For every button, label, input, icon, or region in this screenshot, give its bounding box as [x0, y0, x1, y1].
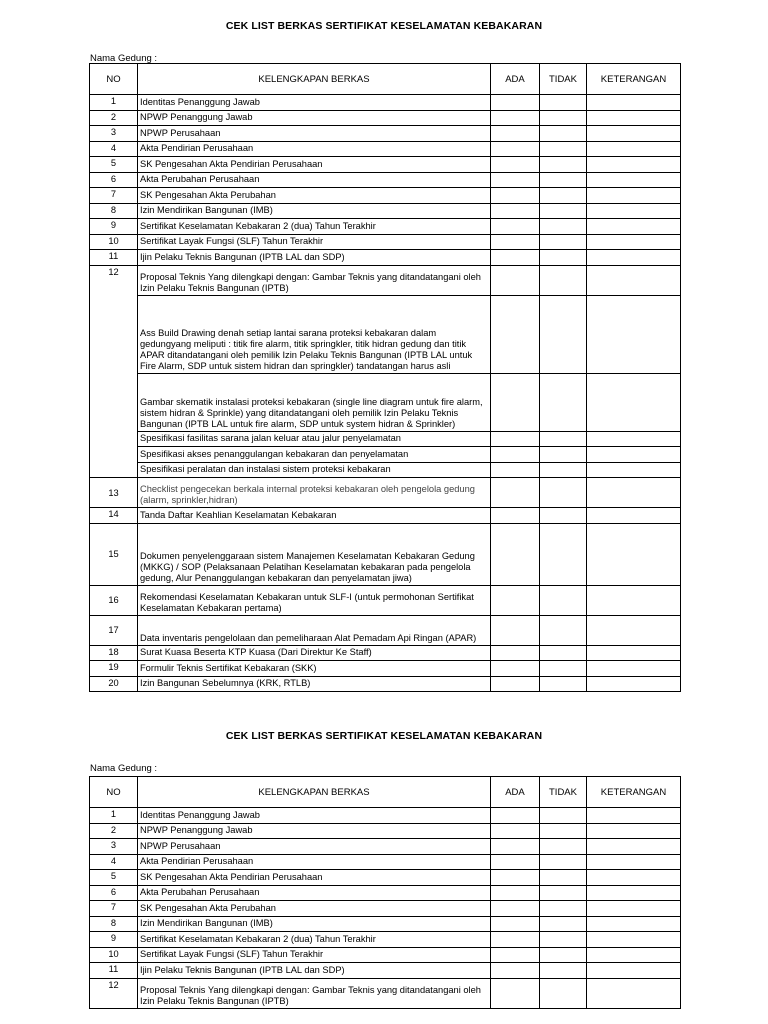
- tidak-cell[interactable]: [540, 188, 587, 204]
- header-no: NO: [90, 777, 138, 808]
- row-subitem: Ass Build Drawing denah setiap lantai sarana proteksi kebakaran dalam gedungyang meliputi : titik fire alarm, titik springkler, titik hidran gedung dan titik APAR ditandatangani oleh pemilik Izin Pelaku Teknis Bangunan (IPTB LAL untuk Fire Alarm, SDP untuk sistem hidran dan springkler) tandatangan harus asli: [138, 295, 491, 373]
- form-title: CEK LIST BERKAS SERTIFIKAT KESELAMATAN KEBAKARAN: [225, 20, 543, 32]
- tidak-cell[interactable]: [540, 126, 587, 142]
- row-item: Izin Bangunan Sebelumnya (KRK, RTLB): [138, 676, 491, 692]
- table-header-row: [90, 777, 681, 808]
- row-item: SK Pengesahan Akta Perubahan: [138, 188, 491, 204]
- tidak-cell[interactable]: [540, 523, 587, 585]
- keterangan-cell[interactable]: [587, 157, 681, 173]
- table-row: [90, 978, 681, 1008]
- row-item: Sertifikat Keselamatan Kebakaran 2 (dua) Tahun Terakhir: [138, 219, 491, 235]
- row-item: NPWP Penanggung Jawab: [138, 823, 491, 839]
- row-number: 7: [90, 188, 138, 204]
- row-number: 20: [90, 676, 138, 692]
- table-row: [90, 373, 681, 431]
- keterangan-cell[interactable]: [587, 839, 681, 855]
- keterangan-cell[interactable]: [587, 126, 681, 142]
- row-number: 5: [90, 870, 138, 886]
- row-number: 2: [90, 823, 138, 839]
- row-number: 10: [90, 947, 138, 963]
- header-no: NO: [90, 64, 138, 95]
- header-keterangan: KETERANGAN: [587, 777, 681, 808]
- ada-cell[interactable]: [491, 885, 540, 901]
- row-subitem: Spesifikasi fasilitas sarana jalan keluar atau jalur penyelamatan: [138, 431, 491, 447]
- tidak-cell[interactable]: [540, 95, 587, 111]
- header-ada: ADA: [491, 777, 540, 808]
- tidak-cell[interactable]: [540, 141, 587, 157]
- ada-cell[interactable]: [491, 585, 540, 615]
- row-number: 11: [90, 250, 138, 266]
- row-number: 2: [90, 110, 138, 126]
- row-item: Identitas Penanggung Jawab: [138, 808, 491, 824]
- tidak-cell[interactable]: [540, 947, 587, 963]
- row-number: 16: [90, 585, 138, 615]
- tidak-cell[interactable]: [540, 916, 587, 932]
- table-row: [90, 932, 681, 948]
- row-number: 12: [90, 978, 138, 1008]
- row-subitem: Spesifikasi akses penanggulangan kebakaran dan penyelamatan: [138, 447, 491, 463]
- table-row: [90, 508, 681, 524]
- tidak-cell[interactable]: [540, 157, 587, 173]
- row-number: 6: [90, 885, 138, 901]
- keterangan-cell[interactable]: [587, 916, 681, 932]
- header-ada: ADA: [491, 64, 540, 95]
- tidak-cell[interactable]: [540, 447, 587, 463]
- keterangan-cell[interactable]: [587, 203, 681, 219]
- ada-cell[interactable]: [491, 932, 540, 948]
- ada-cell[interactable]: [491, 615, 540, 645]
- table-row: [90, 916, 681, 932]
- tidak-cell[interactable]: [540, 870, 587, 886]
- keterangan-cell[interactable]: [587, 978, 681, 1008]
- table-row: [90, 808, 681, 824]
- row-number: 6: [90, 172, 138, 188]
- tidak-cell[interactable]: [540, 932, 587, 948]
- keterangan-cell[interactable]: [587, 645, 681, 661]
- ada-cell[interactable]: [491, 250, 540, 266]
- row-item: Akta Perubahan Perusahaan: [138, 172, 491, 188]
- row-number: 1: [90, 808, 138, 824]
- tidak-cell[interactable]: [540, 431, 587, 447]
- ada-cell[interactable]: [491, 645, 540, 661]
- row-subitem: Gambar skematik instalasi proteksi kebakaran (single line diagram untuk fire alarm, sistem hidran & Sprinkle) yang ditandatangani oleh pemilik Izin Pelaku Teknis Bangunan (IPTB LAL untuk fire alarm, SDP untuk system hidran & Sprinkler): [138, 373, 491, 431]
- table-row: [90, 188, 681, 204]
- ada-cell[interactable]: [491, 854, 540, 870]
- row-number: 8: [90, 916, 138, 932]
- keterangan-cell[interactable]: [587, 870, 681, 886]
- table-row: [90, 172, 681, 188]
- tidak-cell[interactable]: [540, 508, 587, 524]
- table-row: [90, 110, 681, 126]
- row-number: 3: [90, 126, 138, 142]
- table-row: [90, 823, 681, 839]
- table-row: [90, 963, 681, 979]
- row-item: Izin Mendirikan Bangunan (IMB): [138, 203, 491, 219]
- table-row: [90, 523, 681, 585]
- ada-cell[interactable]: [491, 823, 540, 839]
- row-item: Formulir Teknis Sertifikat Kebakaran (SKK): [138, 661, 491, 677]
- tidak-cell[interactable]: [540, 295, 587, 373]
- keterangan-cell[interactable]: [587, 478, 681, 508]
- row-number: 5: [90, 157, 138, 173]
- keterangan-cell[interactable]: [587, 885, 681, 901]
- row-number: 3: [90, 839, 138, 855]
- row-item: SK Pengesahan Akta Perubahan: [138, 901, 491, 917]
- keterangan-cell[interactable]: [587, 265, 681, 295]
- header-tidak: TIDAK: [540, 64, 587, 95]
- ada-cell[interactable]: [491, 172, 540, 188]
- row-number: 8: [90, 203, 138, 219]
- tidak-cell[interactable]: [540, 645, 587, 661]
- table-row: [90, 203, 681, 219]
- keterangan-cell[interactable]: [587, 110, 681, 126]
- keterangan-cell[interactable]: [587, 676, 681, 692]
- keterangan-cell[interactable]: [587, 523, 681, 585]
- tidak-cell[interactable]: [540, 250, 587, 266]
- table-row: [90, 95, 681, 111]
- tidak-cell[interactable]: [540, 808, 587, 824]
- table-row: [90, 676, 681, 692]
- ada-cell[interactable]: [491, 901, 540, 917]
- tidak-cell[interactable]: [540, 462, 587, 478]
- tidak-cell[interactable]: [540, 901, 587, 917]
- header-keterangan: KETERANGAN: [587, 64, 681, 95]
- ada-cell[interactable]: [491, 808, 540, 824]
- row-number: 19: [90, 661, 138, 677]
- ada-cell[interactable]: [491, 462, 540, 478]
- keterangan-cell[interactable]: [587, 963, 681, 979]
- row-number: 12: [90, 265, 138, 478]
- row-item: Sertifikat Layak Fungsi (SLF) Tahun Terakhir: [138, 234, 491, 250]
- table-row: [90, 447, 681, 463]
- row-item: Akta Perubahan Perusahaan: [138, 885, 491, 901]
- keterangan-cell[interactable]: [587, 295, 681, 373]
- keterangan-cell[interactable]: [587, 823, 681, 839]
- keterangan-cell[interactable]: [587, 250, 681, 266]
- keterangan-cell[interactable]: [587, 462, 681, 478]
- tidak-cell[interactable]: [540, 676, 587, 692]
- row-number: 13: [90, 478, 138, 508]
- form-title: CEK LIST BERKAS SERTIFIKAT KESELAMATAN KEBAKARAN: [225, 730, 543, 742]
- tidak-cell[interactable]: [540, 203, 587, 219]
- table-row: [90, 431, 681, 447]
- keterangan-cell[interactable]: [587, 373, 681, 431]
- tidak-cell[interactable]: [540, 234, 587, 250]
- keterangan-cell[interactable]: [587, 508, 681, 524]
- ada-cell[interactable]: [491, 478, 540, 508]
- table-row: [90, 126, 681, 142]
- ada-cell[interactable]: [491, 661, 540, 677]
- row-item: Ijin Pelaku Teknis Bangunan (IPTB LAL dan SDP): [138, 250, 491, 266]
- table-header-row: [90, 64, 681, 95]
- ada-cell[interactable]: [491, 447, 540, 463]
- row-number: 1: [90, 95, 138, 111]
- tidak-cell[interactable]: [540, 265, 587, 295]
- tidak-cell[interactable]: [540, 839, 587, 855]
- table-row: [90, 462, 681, 478]
- row-number: 9: [90, 932, 138, 948]
- header-kelengkapan: KELENGKAPAN BERKAS: [138, 64, 491, 95]
- table-row: [90, 661, 681, 677]
- ada-cell[interactable]: [491, 373, 540, 431]
- table-row: [90, 478, 681, 508]
- table-row: [90, 265, 681, 295]
- table-row: [90, 157, 681, 173]
- keterangan-cell[interactable]: [587, 901, 681, 917]
- table-row: [90, 219, 681, 235]
- keterangan-cell[interactable]: [587, 141, 681, 157]
- tidak-cell[interactable]: [540, 585, 587, 615]
- checklist-table: [89, 776, 681, 1009]
- row-item: Sertifikat Keselamatan Kebakaran 2 (dua) Tahun Terakhir: [138, 932, 491, 948]
- header-kelengkapan: KELENGKAPAN BERKAS: [138, 777, 491, 808]
- row-number: 10: [90, 234, 138, 250]
- tidak-cell[interactable]: [540, 172, 587, 188]
- tidak-cell[interactable]: [540, 963, 587, 979]
- row-number: 7: [90, 901, 138, 917]
- keterangan-cell[interactable]: [587, 585, 681, 615]
- checklist-table: [89, 63, 681, 692]
- row-item: Sertifikat Layak Fungsi (SLF) Tahun Terakhir: [138, 947, 491, 963]
- row-item: Data inventaris pengelolaan dan pemeliharaan Alat Pemadam Api Ringan (APAR): [138, 615, 491, 645]
- ada-cell[interactable]: [491, 157, 540, 173]
- table-row: [90, 585, 681, 615]
- ada-cell[interactable]: [491, 523, 540, 585]
- row-item: Izin Mendirikan Bangunan (IMB): [138, 916, 491, 932]
- row-item: Dokumen penyelenggaraan sistem Manajemen Keselamatan Kebakaran Gedung (MKKG) / SOP (Pelaksanaan Pelatihan Keselamatan kebakaran pada pengelola gedung, Alur Penanggulangan kebakaran dan penyelamatan jiwa): [138, 523, 491, 585]
- ada-cell[interactable]: [491, 870, 540, 886]
- row-subitem: Proposal Teknis Yang dilengkapi dengan: Gambar Teknis yang ditandatangani oleh Izin Pelaku Teknis Bangunan (IPTB): [138, 978, 491, 1008]
- row-number: 18: [90, 645, 138, 661]
- row-number: 14: [90, 508, 138, 524]
- ada-cell[interactable]: [491, 265, 540, 295]
- ada-cell[interactable]: [491, 110, 540, 126]
- tidak-cell[interactable]: [540, 373, 587, 431]
- keterangan-cell[interactable]: [587, 932, 681, 948]
- row-subitem: Spesifikasi peralatan dan instalasi sistem proteksi kebakaran: [138, 462, 491, 478]
- table-row: [90, 870, 681, 886]
- table-row: [90, 947, 681, 963]
- keterangan-cell[interactable]: [587, 431, 681, 447]
- row-item: SK Pengesahan Akta Pendirian Perusahaan: [138, 157, 491, 173]
- tidak-cell[interactable]: [540, 478, 587, 508]
- table-row: [90, 901, 681, 917]
- table-row: [90, 295, 681, 373]
- keterangan-cell[interactable]: [587, 947, 681, 963]
- keterangan-cell[interactable]: [587, 661, 681, 677]
- keterangan-cell[interactable]: [587, 808, 681, 824]
- ada-cell[interactable]: [491, 203, 540, 219]
- row-item: NPWP Perusahaan: [138, 839, 491, 855]
- row-item: Akta Pendirian Perusahaan: [138, 141, 491, 157]
- keterangan-cell[interactable]: [587, 95, 681, 111]
- tidak-cell[interactable]: [540, 978, 587, 1008]
- tidak-cell[interactable]: [540, 219, 587, 235]
- tidak-cell[interactable]: [540, 854, 587, 870]
- ada-cell[interactable]: [491, 234, 540, 250]
- keterangan-cell[interactable]: [587, 188, 681, 204]
- ada-cell[interactable]: [491, 141, 540, 157]
- ada-cell[interactable]: [491, 676, 540, 692]
- keterangan-cell[interactable]: [587, 854, 681, 870]
- table-row: [90, 645, 681, 661]
- table-row: [90, 839, 681, 855]
- ada-cell[interactable]: [491, 95, 540, 111]
- row-number: 11: [90, 963, 138, 979]
- row-item: Ijin Pelaku Teknis Bangunan (IPTB LAL dan SDP): [138, 963, 491, 979]
- row-item: NPWP Penanggung Jawab: [138, 110, 491, 126]
- tidak-cell[interactable]: [540, 110, 587, 126]
- row-item: Identitas Penanggung Jawab: [138, 95, 491, 111]
- row-number: 15: [90, 523, 138, 585]
- tidak-cell[interactable]: [540, 661, 587, 677]
- keterangan-cell[interactable]: [587, 447, 681, 463]
- ada-cell[interactable]: [491, 978, 540, 1008]
- ada-cell[interactable]: [491, 839, 540, 855]
- ada-cell[interactable]: [491, 431, 540, 447]
- row-item: Rekomendasi Keselamatan Kebakaran untuk SLF-I (untuk permohonan Sertifikat Keselamatan Kebakaran pertama): [138, 585, 491, 615]
- row-item: Tanda Daftar Keahlian Keselamatan Kebakaran: [138, 508, 491, 524]
- table-row: [90, 250, 681, 266]
- row-item: NPWP Perusahaan: [138, 126, 491, 142]
- row-number: 4: [90, 854, 138, 870]
- header-tidak: TIDAK: [540, 777, 587, 808]
- row-subitem: Proposal Teknis Yang dilengkapi dengan: Gambar Teknis yang ditandatangani oleh Izin Pelaku Teknis Bangunan (IPTB): [138, 265, 491, 295]
- ada-cell[interactable]: [491, 963, 540, 979]
- tidak-cell[interactable]: [540, 885, 587, 901]
- ada-cell[interactable]: [491, 947, 540, 963]
- row-number: 17: [90, 615, 138, 645]
- table-row: [90, 885, 681, 901]
- row-number: 9: [90, 219, 138, 235]
- row-item: SK Pengesahan Akta Pendirian Perusahaan: [138, 870, 491, 886]
- nama-gedung-label: Nama Gedung :: [90, 763, 158, 774]
- table-row: [90, 141, 681, 157]
- table-row: [90, 615, 681, 645]
- keterangan-cell[interactable]: [587, 219, 681, 235]
- table-row: [90, 854, 681, 870]
- ada-cell[interactable]: [491, 508, 540, 524]
- tidak-cell[interactable]: [540, 615, 587, 645]
- ada-cell[interactable]: [491, 295, 540, 373]
- table-row: [90, 234, 681, 250]
- row-item: Surat Kuasa Beserta KTP Kuasa (Dari Direktur Ke Staff): [138, 645, 491, 661]
- ada-cell[interactable]: [491, 916, 540, 932]
- ada-cell[interactable]: [491, 126, 540, 142]
- row-item: Checklist pengecekan berkala internal proteksi kebakaran oleh pengelola gedung (alarm, sprinkler,hidran): [138, 478, 491, 508]
- row-number: 4: [90, 141, 138, 157]
- ada-cell[interactable]: [491, 219, 540, 235]
- keterangan-cell[interactable]: [587, 172, 681, 188]
- keterangan-cell[interactable]: [587, 234, 681, 250]
- tidak-cell[interactable]: [540, 823, 587, 839]
- row-item: Akta Pendirian Perusahaan: [138, 854, 491, 870]
- keterangan-cell[interactable]: [587, 615, 681, 645]
- nama-gedung-label: Nama Gedung :: [90, 53, 158, 64]
- ada-cell[interactable]: [491, 188, 540, 204]
